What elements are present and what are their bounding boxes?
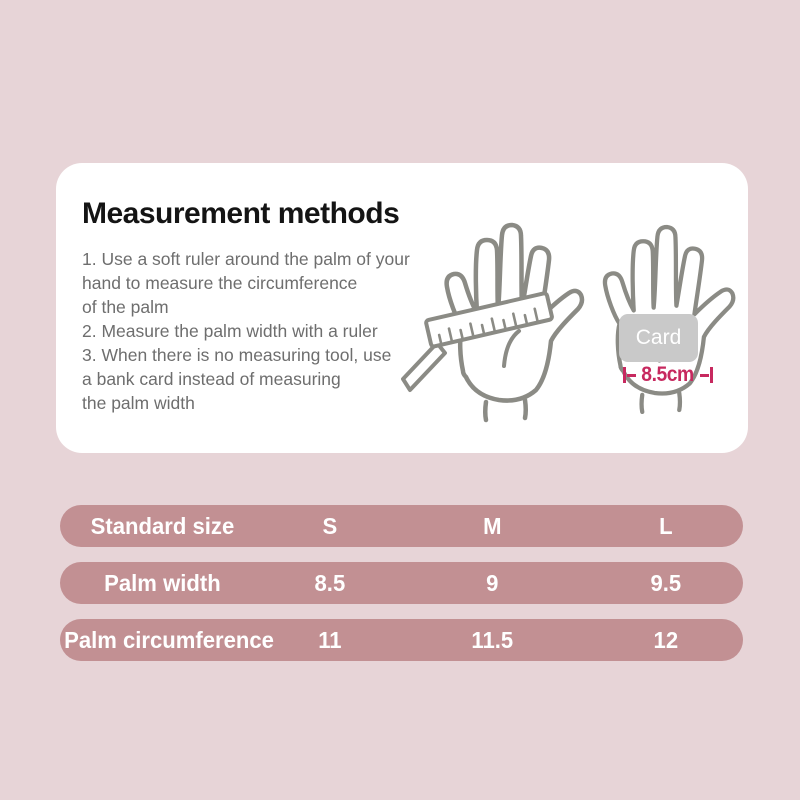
size-cell: 8.5 — [314, 569, 346, 596]
measurement-card — [56, 163, 748, 453]
size-cell: 11.5 — [471, 626, 513, 653]
size-cell: L — [659, 512, 673, 539]
table-row — [60, 505, 743, 547]
instruction-line: 2. Measure the palm width with a ruler — [82, 321, 378, 341]
measure-line — [700, 374, 709, 377]
size-cell: M — [482, 512, 502, 539]
instruction-line: the palm width — [82, 393, 195, 413]
size-cell: S — [322, 512, 338, 539]
instruction-line: of the palm — [82, 297, 169, 317]
measure-right-tick — [710, 367, 713, 383]
measure-left-tick — [623, 367, 626, 383]
instruction-line: a bank card instead of measuring — [82, 369, 341, 389]
size-cell: 12 — [653, 626, 679, 653]
bank-card-overlay — [619, 314, 698, 362]
instruction-line: hand to measure the circumference — [82, 273, 358, 293]
bank-card-label: Card — [635, 326, 682, 349]
measure-line — [627, 374, 636, 377]
row-label: Palm width — [104, 569, 221, 596]
size-cell: 9 — [485, 569, 499, 596]
table-row — [60, 562, 743, 604]
instruction-line: 1. Use a soft ruler around the palm of your — [82, 249, 410, 269]
measurement-value: 8.5cm — [641, 363, 695, 386]
hand-with-ruler-illustration — [388, 219, 588, 429]
size-cell: 9.5 — [650, 569, 682, 596]
row-label: Standard size — [90, 512, 235, 539]
palm-width-measurement — [610, 362, 726, 388]
table-row — [60, 619, 743, 661]
ruler-strap — [403, 343, 445, 390]
row-label: Palm circumference — [64, 626, 274, 653]
instruction-line: 3. When there is no measuring tool, use — [82, 345, 392, 365]
card-title: Measurement methods — [82, 197, 400, 230]
size-cell: 11 — [318, 626, 342, 653]
